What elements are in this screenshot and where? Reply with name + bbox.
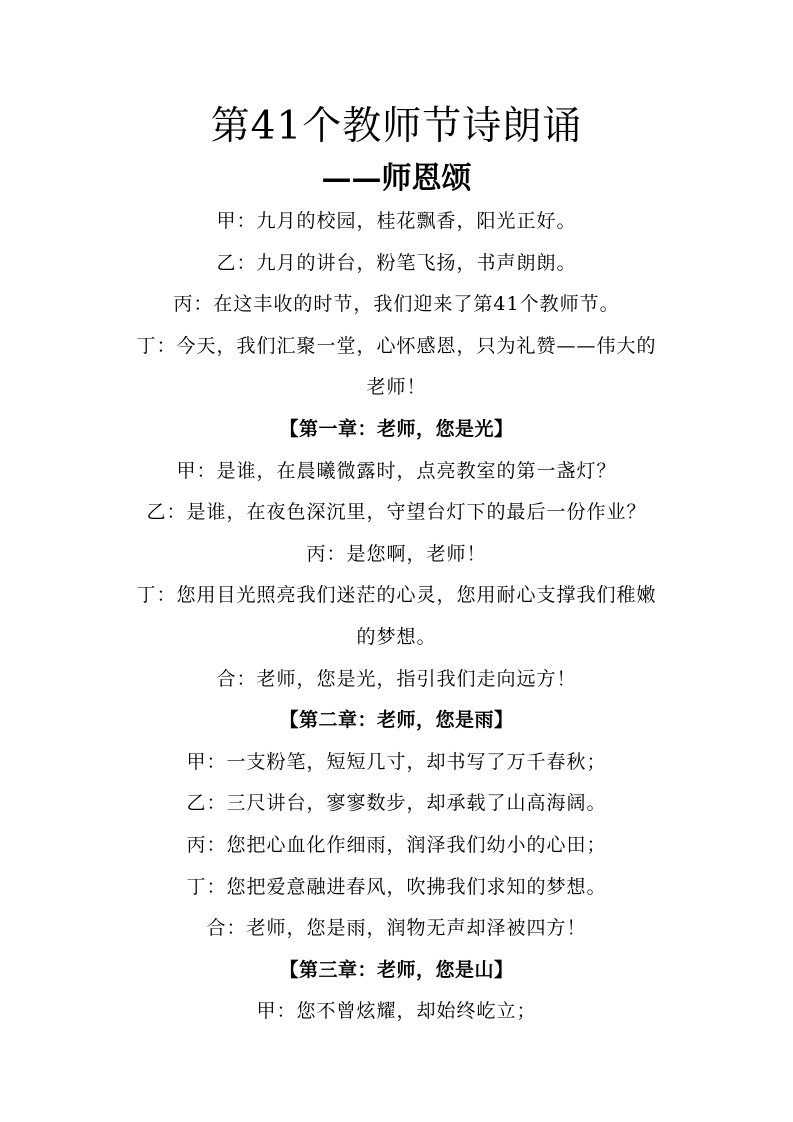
poem-line: 丁：今天，我们汇聚一堂，心怀感恩，只为礼赞——伟大的: [136, 334, 657, 357]
poem-line: 甲：您不曾炫耀，却始终屹立；: [256, 1000, 537, 1023]
poem-line: 甲：一支粉笔，短短几寸，却书写了万千春秋；: [186, 750, 607, 773]
poem-line: 合：老师，您是雨，润物无声却泽被四方！: [206, 917, 587, 940]
poem-body: [110, 201, 683, 1033]
poem-line: 乙：九月的讲台，粉笔飞扬，书声朗朗。: [216, 251, 577, 274]
poem-line: 乙：是谁，在夜色深沉里，守望台灯下的最后一份作业？: [146, 501, 647, 524]
chapter-heading: 【第二章：老师，您是雨】: [279, 709, 514, 732]
poem-line: 乙：三尺讲台，寥寥数步，却承载了山高海阔。: [186, 792, 607, 815]
poem-line: 的梦想。: [356, 625, 437, 648]
poem-line: 甲：九月的校园，桂花飘香，阳光正好。: [216, 210, 577, 232]
page-subtitle: ——师恩颂: [321, 161, 472, 196]
poem-line: 丙：在这丰收的时节，我们迎来了第41个教师节。: [173, 293, 620, 316]
poem-line: 丙：是您啊，老师！: [306, 542, 487, 565]
poem-line: 丁：您把爱意融进春风，吹拂我们求知的梦想。: [186, 875, 607, 898]
chapter-heading: 【第三章：老师，您是山】: [279, 958, 514, 981]
page-title: 第41个教师节诗朗诵: [210, 104, 583, 149]
poem-line: 合：老师，您是光，指引我们走向远方！: [216, 667, 577, 690]
poem-line: 甲：是谁，在晨曦微露时，点亮教室的第一盏灯？: [176, 459, 617, 482]
poem-line: 丁：您用目光照亮我们迷茫的心灵，您用耐心支撑我们稚嫩: [136, 584, 657, 607]
poem-line: 丙：您把心血化作细雨，润泽我们幼小的心田；: [186, 833, 607, 856]
poem-line: 老师！: [366, 376, 427, 399]
chapter-heading: 【第一章：老师，您是光】: [279, 417, 514, 440]
